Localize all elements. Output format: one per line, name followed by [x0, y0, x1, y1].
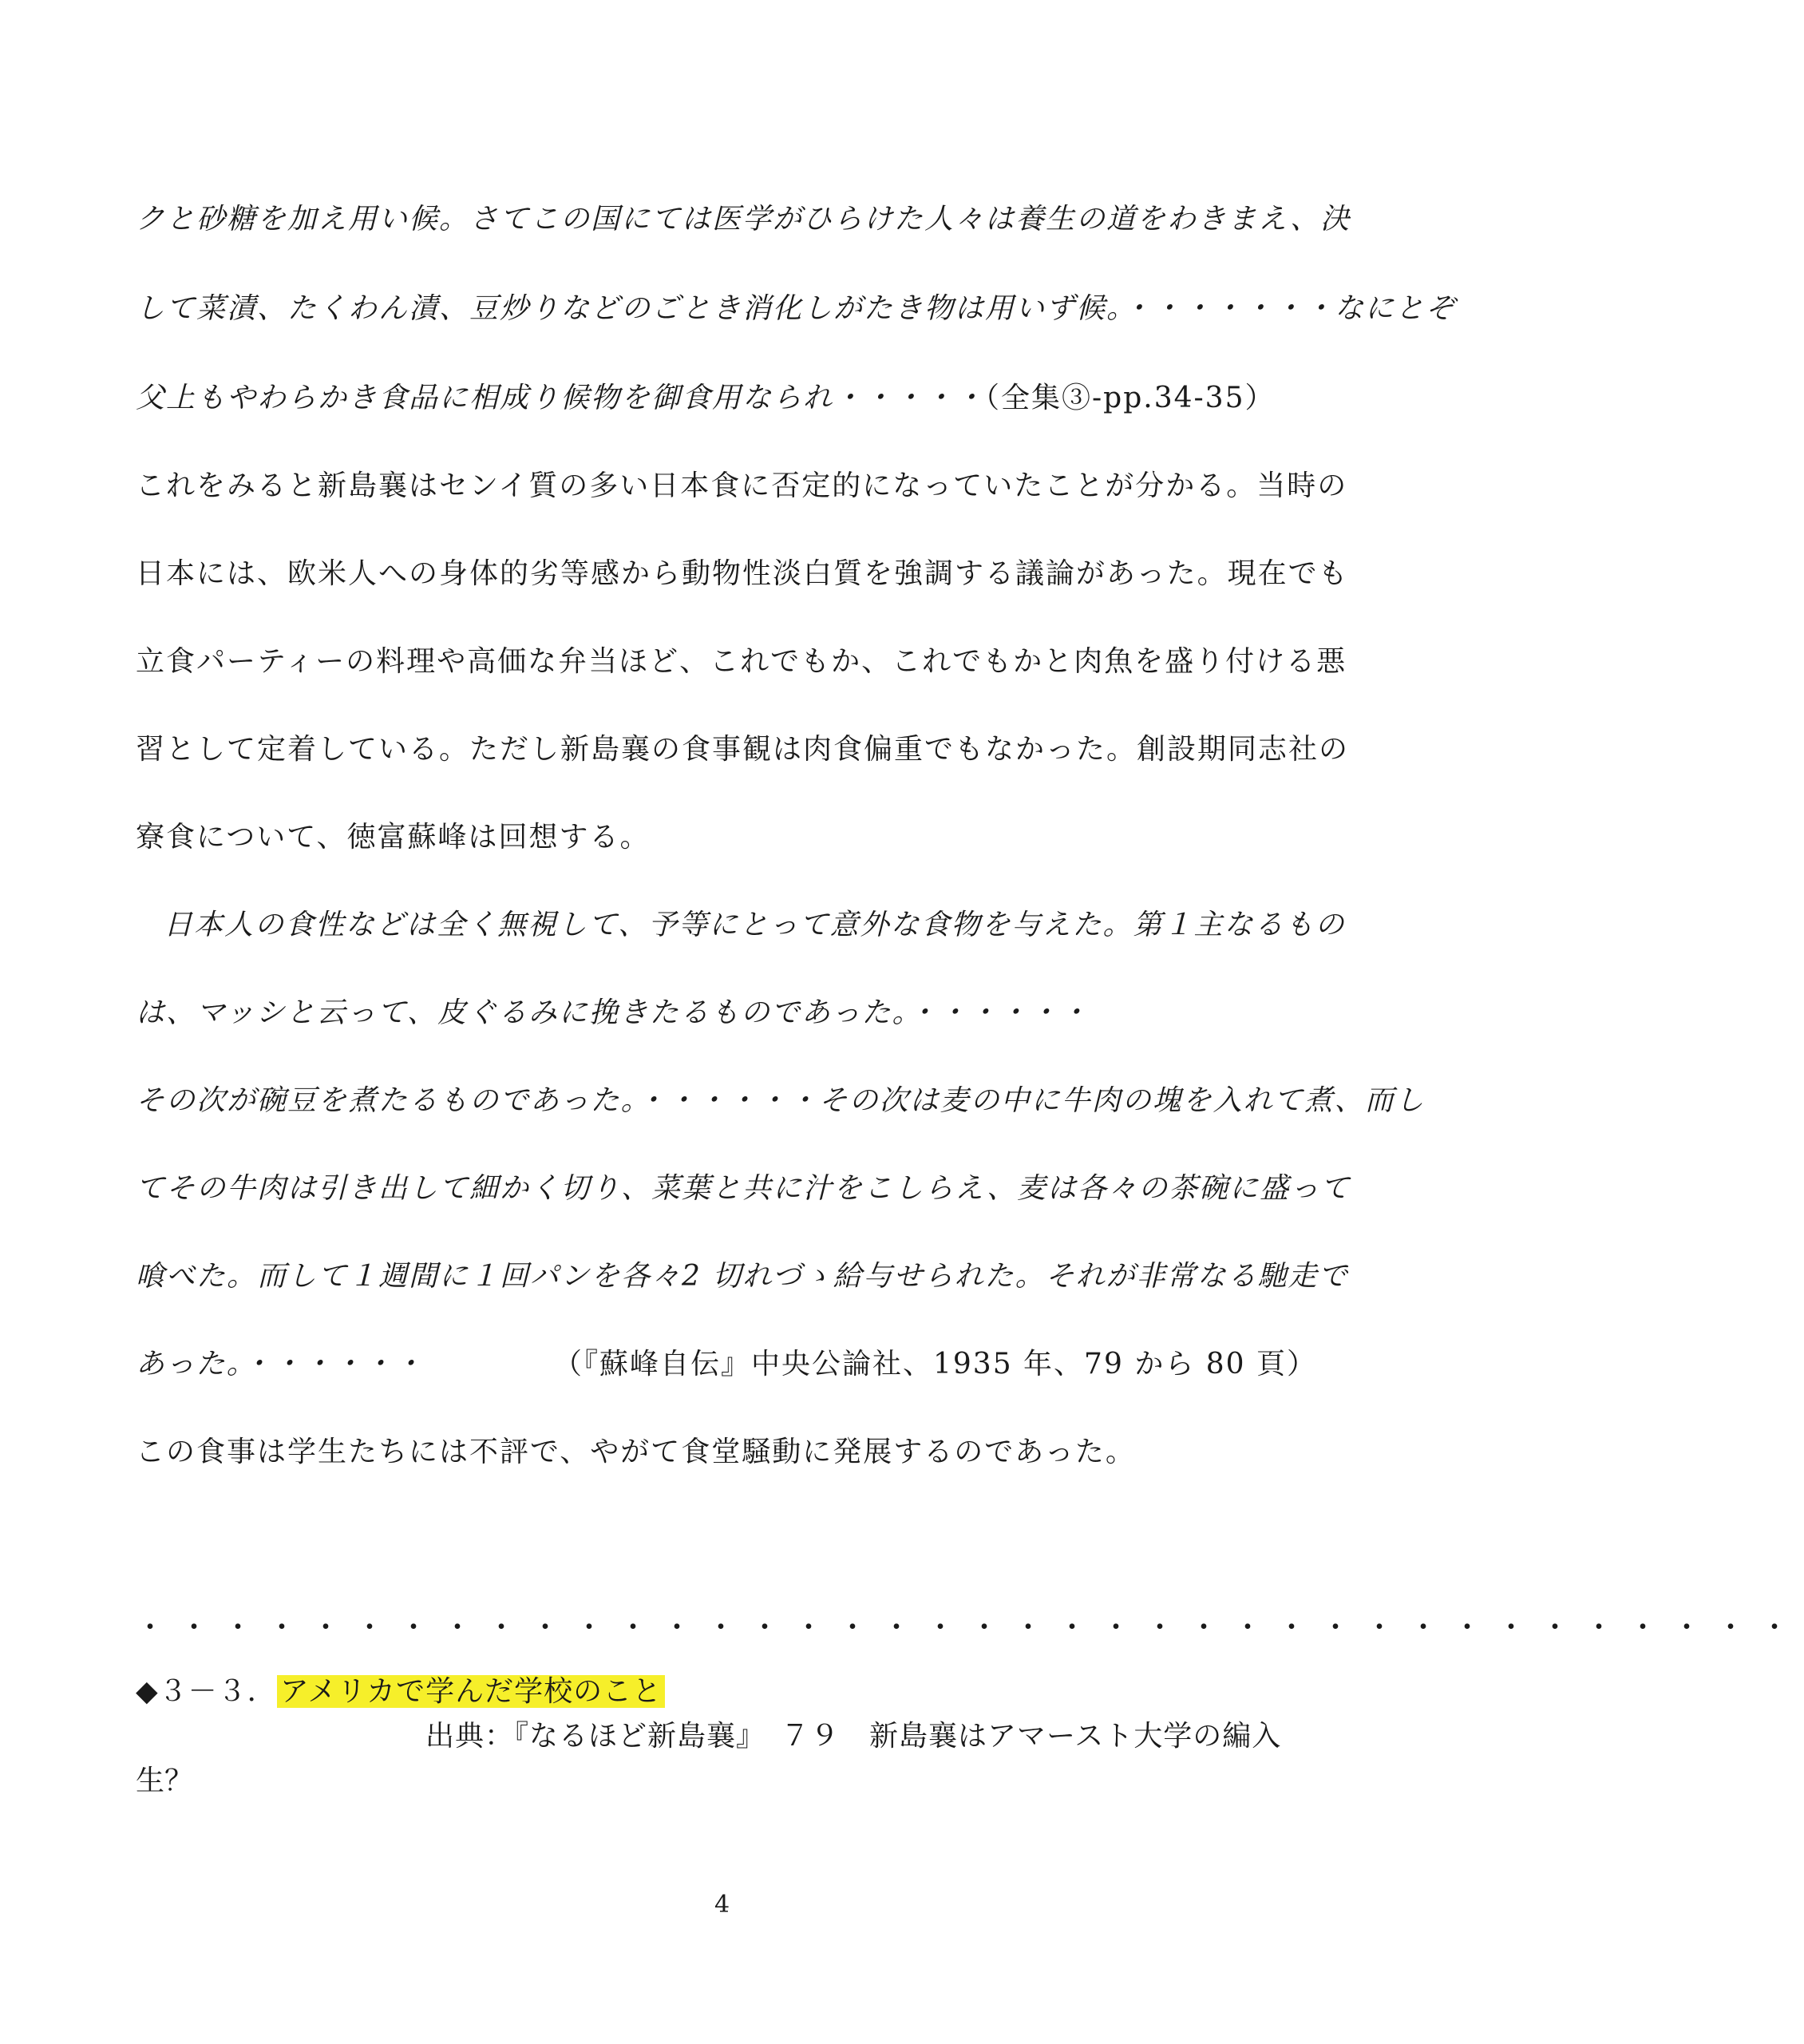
quote2-line3: その次が碗豆を煮たるものであった。・・・・・・その次は麦の中に牛肉の塊を入れて煮、而し	[136, 1084, 1426, 1117]
quote2-line2: は、マッシと云って、皮ぐるみに挽きたるものであった。・・・・・・	[136, 996, 1090, 1029]
section-heading	[136, 1674, 665, 1709]
page-number: 4	[714, 1891, 730, 1919]
section-marker: ◆３－３．	[136, 1675, 277, 1708]
quote2-citation: （『蘇峰自伝』中央公論社、1935 年、79 から 80 頁）	[553, 1348, 1318, 1380]
dotted-separator: ・・・・・・・・・・・・・・・・・・・・・・・・・・・・・・・・・・・・・・	[136, 1611, 1804, 1644]
quote2-line4: てその牛肉は引き出して細かく切り、菜葉と共に汁をこしらえ、麦は各々の茶碗に盛って	[136, 1172, 1351, 1205]
section-title: アメリカで学んだ学校のこと	[277, 1675, 665, 1708]
section-source-line1: 出典：『なるほど新島襄』 ７９ 新島襄はアマースト大学の編入	[425, 1720, 1282, 1753]
para1-line4: 習として定着している。ただし新島襄の食事観は肉食偏重でもなかった。創設期同志社の	[136, 733, 1350, 766]
quote1-line3-text: 父上もやわらかき食品に相成り候物を御食用なられ・・・・・	[136, 382, 986, 414]
para1-line3: 立食パーティーの料理や高価な弁当ほど、これでもか、これでもかと肉魚を盛り付ける悪	[136, 645, 1347, 678]
para1-line5: 寮食について、徳富蘇峰は回想する。	[136, 821, 651, 854]
para2-line1: この食事は学生たちには不評で、やがて食堂騒動に発展するのであった。	[136, 1436, 1136, 1468]
quote1-line1: クと砂糖を加え用い候。さてこの国にては医学がひらけた人々は養生の道をわきまえ、決	[136, 203, 1351, 236]
quote1-citation: （全集③-pp.34-35）	[985, 382, 1276, 414]
section-source-line2: 生？	[136, 1765, 194, 1797]
quote2-line6: あった。・・・・・・	[136, 1348, 425, 1380]
para1-line2: 日本には、欧米人への身体的劣等感から動物性淡白質を強調する議論があった。現在でも	[136, 557, 1349, 590]
quote1-line2: して菜漬、たくわん漬、豆炒りなどのごとき消化しがたき物は用いず候。・・・・・・・なにとぞ	[136, 292, 1457, 325]
quote2-line5: 喰べた。而して１週間に１回パンを各々2 切れづゝ給与せられた。それが非常なる馳走で	[136, 1260, 1349, 1293]
quote2-line1: 日本人の食性などは全く無視して、予等にとって意外な食物を与えた。第１主なるもの	[164, 909, 1346, 941]
para1-line1: これをみると新島襄はセンイ質の多い日本食に否定的になっていたことが分かる。当時の	[136, 469, 1348, 502]
quote1-line3	[136, 381, 1276, 416]
